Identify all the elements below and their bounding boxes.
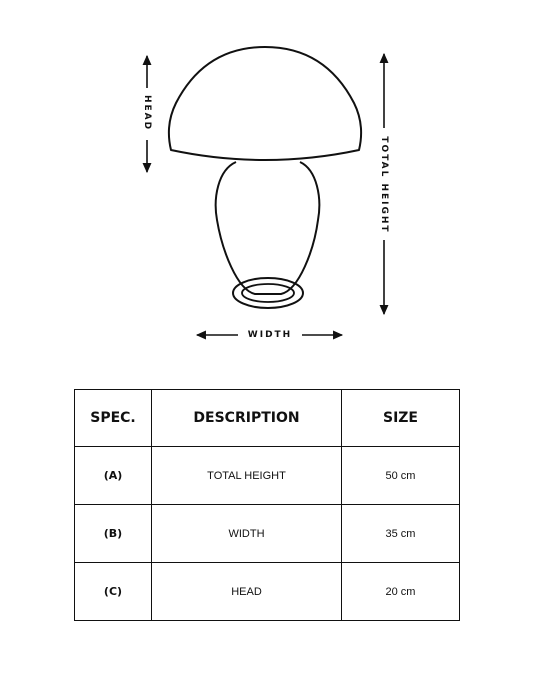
total-height-label: TOTAL HEIGHT bbox=[379, 136, 389, 234]
row-description: TOTAL HEIGHT bbox=[152, 447, 342, 505]
table-row bbox=[75, 505, 460, 563]
header-spec: SPEC. bbox=[75, 390, 152, 447]
table-row bbox=[75, 447, 460, 505]
head-label: HEAD bbox=[142, 94, 152, 132]
lamp-body bbox=[216, 162, 320, 294]
row-spec: (A) bbox=[75, 447, 152, 505]
row-spec: (C) bbox=[75, 563, 152, 621]
lamp-shade bbox=[169, 47, 361, 160]
row-size: 35 cm bbox=[342, 505, 460, 563]
spec-table bbox=[74, 389, 460, 621]
row-description: WIDTH bbox=[152, 505, 342, 563]
row-size: 20 cm bbox=[342, 563, 460, 621]
row-size: 50 cm bbox=[342, 447, 460, 505]
header-size: SIZE bbox=[342, 390, 460, 447]
header-description: DESCRIPTION bbox=[152, 390, 342, 447]
table-row bbox=[75, 563, 460, 621]
row-description: HEAD bbox=[152, 563, 342, 621]
width-label: WIDTH bbox=[247, 330, 293, 340]
row-spec: (B) bbox=[75, 505, 152, 563]
table-header-row bbox=[75, 390, 460, 447]
